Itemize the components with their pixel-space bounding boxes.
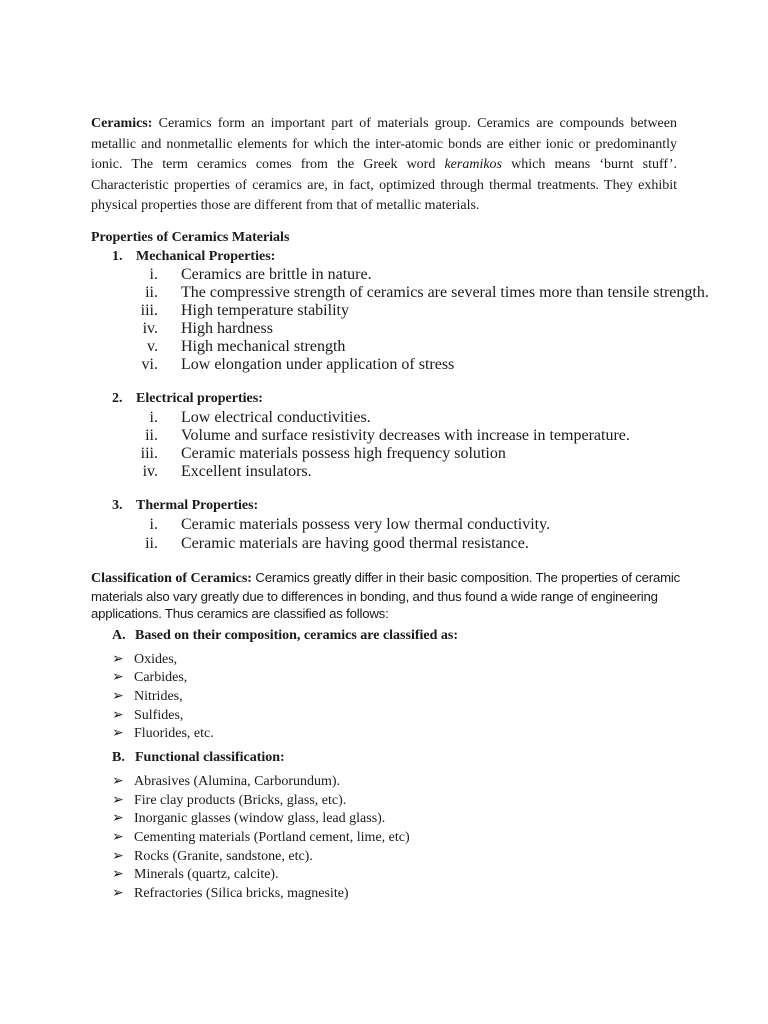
- list-item: [0, 463, 680, 481]
- list-item: [112, 651, 672, 668]
- arrow-bullet-icon: ➢: [112, 830, 124, 845]
- item-text: Sulfides,: [134, 708, 184, 723]
- item-text: Rocks (Granite, sandstone, etc).: [134, 849, 313, 864]
- item-text: Excellent insulators.: [181, 463, 312, 480]
- arrow-bullet-icon: ➢: [112, 774, 124, 789]
- list-item: [0, 409, 680, 427]
- section-number: 3.: [112, 498, 123, 513]
- section-title: Electrical properties:: [136, 391, 263, 406]
- item-text: Refractories (Silica bricks, magnesite): [134, 886, 349, 901]
- item-text: High hardness: [181, 320, 273, 337]
- classification-text: Ceramics greatly differ in their basic composition. The properties of ceramic materials also vary greatly due to differences in bonding, and thus found a wide range of engineering applications. Thus ceramics are classified as follows:: [91, 570, 681, 621]
- intro-text-2: which means ‘burnt stuff’. Characteristic properties of ceramics are, in fact, optimized through thermal treatments. They exhibit physical properties those are different from that of metallic materials.: [91, 157, 677, 213]
- list-item: [0, 356, 680, 374]
- item-text: Low elongation under application of stress: [181, 356, 455, 373]
- intro-italic-word: keramikos: [444, 157, 503, 172]
- arrow-bullet-icon: ➢: [112, 811, 124, 826]
- arrow-bullet-icon: ➢: [112, 849, 124, 864]
- item-number: iv.: [142, 320, 158, 337]
- item-text: Cementing materials (Portland cement, lime, etc): [134, 830, 410, 845]
- list-item: [112, 848, 672, 865]
- item-number: iii.: [140, 445, 158, 462]
- item-number: iii.: [140, 302, 158, 319]
- list-item: [0, 535, 680, 553]
- list-item: [112, 866, 672, 883]
- item-number: vi.: [141, 356, 158, 373]
- arrow-bullet-icon: ➢: [112, 726, 124, 741]
- arrow-bullet-icon: ➢: [112, 886, 124, 901]
- arrow-bullet-icon: ➢: [112, 689, 124, 704]
- item-text: High mechanical strength: [181, 338, 346, 355]
- list-item: [112, 773, 672, 790]
- intro-label: Ceramics:: [91, 116, 153, 131]
- section-title: Thermal Properties:: [136, 498, 259, 513]
- group-letter: B.: [112, 750, 125, 765]
- item-text: Volume and surface resistivity decreases with increase in temperature.: [181, 427, 630, 444]
- group-title: Based on their composition, ceramics are classified as:: [135, 628, 459, 643]
- item-number: ii.: [145, 427, 158, 444]
- item-text: Inorganic glasses (window glass, lead glass).: [134, 811, 386, 826]
- group-title: Functional classification:: [135, 750, 285, 765]
- item-text: Fire clay products (Bricks, glass, etc).: [134, 793, 347, 808]
- list-item: [0, 302, 680, 320]
- section-title: Mechanical Properties:: [136, 249, 276, 264]
- item-text: Fluorides, etc.: [134, 726, 214, 741]
- arrow-bullet-icon: ➢: [112, 652, 124, 667]
- classification-paragraph: [91, 569, 681, 623]
- properties-heading: Properties of Ceramics Materials: [91, 230, 290, 245]
- classification-label: Classification of Ceramics:: [91, 571, 252, 586]
- section-heading-electrical: [112, 391, 263, 407]
- arrow-bullet-icon: ➢: [112, 670, 124, 685]
- item-text: Carbides,: [134, 670, 188, 685]
- item-text: Minerals (quartz, calcite).: [134, 867, 279, 882]
- item-text: Ceramic materials possess very low thermal conductivity.: [181, 516, 551, 533]
- list-item: [112, 688, 672, 705]
- list-item: [0, 284, 709, 302]
- item-number: ii.: [145, 535, 158, 552]
- group-heading-composition: [112, 628, 458, 644]
- section-heading-mechanical: [112, 249, 275, 265]
- section-number: 1.: [112, 249, 123, 264]
- item-number: v.: [147, 338, 158, 355]
- item-text: Oxides,: [134, 652, 178, 667]
- group-heading-functional: [112, 750, 285, 766]
- group-letter: A.: [112, 628, 126, 643]
- list-item: [112, 885, 672, 902]
- arrow-bullet-icon: ➢: [112, 867, 124, 882]
- item-number: i.: [149, 516, 158, 533]
- section-heading-thermal: [112, 498, 258, 514]
- list-item: [0, 445, 680, 463]
- list-item: [112, 792, 672, 809]
- list-item: [112, 829, 672, 846]
- item-number: i.: [149, 409, 158, 426]
- item-text: Nitrides,: [134, 689, 183, 704]
- intro-paragraph: [91, 114, 677, 217]
- list-item: [112, 725, 672, 742]
- item-number: iv.: [142, 463, 158, 480]
- item-text: High temperature stability: [181, 302, 349, 319]
- list-item: [0, 427, 680, 445]
- item-text: Abrasives (Alumina, Carborundum).: [134, 774, 341, 789]
- item-text: Ceramic materials possess high frequency solution: [181, 445, 506, 462]
- list-item: [0, 338, 680, 356]
- arrow-bullet-icon: ➢: [112, 793, 124, 808]
- item-text: The compressive strength of ceramics are several times more than tensile strength.: [181, 284, 709, 301]
- list-item: [0, 266, 680, 284]
- arrow-bullet-icon: ➢: [112, 708, 124, 723]
- item-number: i.: [149, 266, 158, 283]
- list-item: [112, 810, 672, 827]
- list-item: [112, 669, 672, 686]
- list-item: [0, 320, 680, 338]
- section-number: 2.: [112, 391, 123, 406]
- item-text: Ceramic materials are having good thermal resistance.: [181, 535, 529, 552]
- intro-text-1: Ceramics form an important part of materials group. Ceramics are compounds between metallic and nonmetallic elements for which the inter-atomic bonds are either ionic or predominantly ionic. The term ceramics comes from the Greek word: [91, 116, 677, 172]
- list-item: [0, 516, 680, 534]
- item-text: Low electrical conductivities.: [181, 409, 371, 426]
- list-item: [112, 707, 672, 724]
- item-number: ii.: [145, 284, 158, 301]
- item-text: Ceramics are brittle in nature.: [181, 266, 372, 283]
